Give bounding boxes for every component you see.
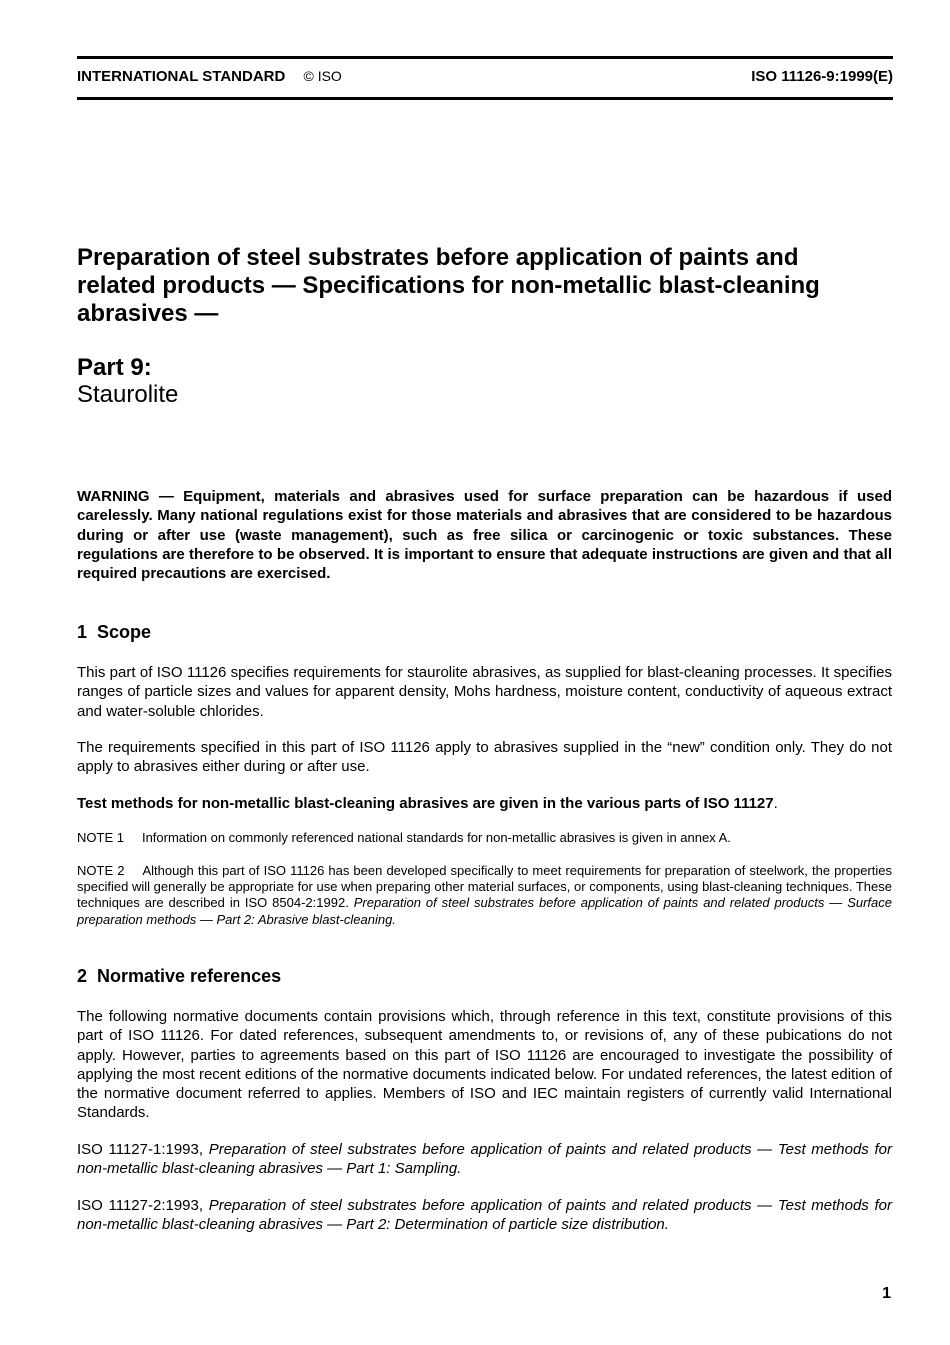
normative-paragraph: The following normative documents contain provisions which, through reference in this text, constitute provisions of this part of ISO 11126. For dated references, subsequent amendments to, or revisions of, any of these pubications do not apply. However, parties to agreements based on this part of ISO 11126 are encouraged to investigate the possibility of applying the most recent editions of the normative documents indicated below. For undated references, the latest edition of the normative document referred to applies. Members of ISO and IEC maintain registers of currently valid International Standards. [77, 1008, 892, 1122]
section-title: Normative references [97, 966, 282, 986]
reference-id: ISO 11127-2:1993, [77, 1197, 204, 1214]
reference-item [77, 1196, 892, 1235]
reference-item [77, 1140, 892, 1179]
reference-title: Preparation of steel substrates before application of paints and related products — Test methods for non-metallic blast-cleaning abrasives — Part 2: Determination of particle size distribution. [77, 1197, 892, 1234]
section-heading-normative-references [77, 965, 281, 987]
test-methods-statement: Test methods for non-metallic blast-cleaning abrasives are given in the various parts of ISO 11127 [77, 795, 774, 812]
scope-paragraph-3 [77, 794, 892, 813]
header-standard-label: INTERNATIONAL STANDARD [77, 68, 286, 85]
note-1 [77, 830, 892, 846]
section-number: 1 [77, 622, 88, 642]
note-2 [77, 863, 892, 928]
scope-paragraph-1: This part of ISO 11126 specifies requirements for staurolite abrasives, as supplied for blast-cleaning processes. It specifies ranges of particle sizes and values for apparent density, Mohs hardness, moisture content, conductivity of aqueous extract and water-soluble chlorides. [77, 664, 892, 720]
note-text: Information on commonly referenced national standards for non-metallic abrasives is given in annex A. [141, 830, 731, 845]
scope-paragraph-2: The requirements specified in this part of ISO 11126 apply to abrasives supplied in the “new” condition only. They do not apply to abrasives either during or after use. [77, 739, 892, 776]
section-number: 2 [77, 966, 88, 986]
header-top-rule [77, 56, 893, 59]
header-bottom-rule [77, 97, 893, 100]
reference-id: ISO 11127-1:1993, [77, 1141, 204, 1158]
page-header [77, 68, 893, 90]
page-number: 1 [882, 1285, 891, 1302]
part-number: Part 9: [77, 354, 152, 381]
header-copyright: © ISO [303, 68, 342, 84]
note-label: NOTE 2 [77, 863, 125, 878]
test-methods-period: . [773, 795, 778, 812]
note-label: NOTE 1 [77, 830, 124, 845]
header-left [77, 68, 342, 85]
header-document-id: ISO 11126-9:1999(E) [751, 68, 893, 85]
section-heading-scope [77, 621, 151, 643]
note-italic-reference: Preparation of steel substrates before application of paints and related products — Surface preparation methods — Part 2: Abrasive blast-cleaning. [77, 895, 892, 927]
document-title: Preparation of steel substrates before application of paints and related products — Specifications for non-metallic blast-cleaning abrasives — [77, 244, 820, 327]
section-title: Scope [97, 622, 152, 642]
part-name: Staurolite [77, 381, 179, 408]
note-text: Although this part of ISO 11126 has been developed specifically to meet requirements for preparation of steelwork, the properties specified will generally be appropriate for use when preparing other material surfaces, or components, using blast-cleaning techniques. These techniques are described in ISO 8504-2:1992. [77, 863, 892, 911]
reference-title: Preparation of steel substrates before application of paints and related products — Test methods for non-metallic blast-cleaning abrasives — Part 1: Sampling. [77, 1141, 892, 1178]
warning-paragraph: WARNING — Equipment, materials and abrasives used for surface preparation can be hazardous if used carelessly. Many national regulations exist for those materials and abrasives that are considered to be hazardous during or after use (waste management), such as free silica or carcinogenic or toxic substances. These regulations are therefore to be observed. It is important to ensure that adequate instructions are given and that all required precautions are exercised. [77, 488, 892, 583]
